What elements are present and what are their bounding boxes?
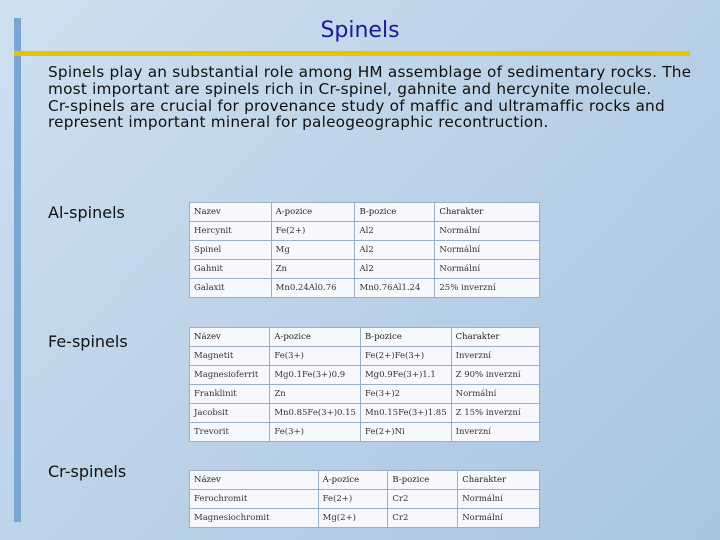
table-cell: Normální xyxy=(451,385,539,404)
table-cell: Galaxit xyxy=(190,279,272,298)
table-header-row xyxy=(190,471,540,490)
table-cell: Magnetit xyxy=(190,347,270,366)
table-cell: Mg0.1Fe(3+)0.9 xyxy=(270,366,361,385)
table-cell: Trevorit xyxy=(190,423,270,442)
intro-text xyxy=(48,64,708,131)
intro-paragraph-2: Cr-spinels are crucial for provenance study of maffic and ultramaffic rocks and represent important mineral for paleogeographic recontruction. xyxy=(48,96,665,132)
header-cell: Název xyxy=(190,328,270,347)
table-cell: Mn0.85Fe(3+)0.15 xyxy=(270,404,361,423)
table-cell: Magnesioferrit xyxy=(190,366,270,385)
header-cell: Charakter xyxy=(435,203,540,222)
table-cell: Normální xyxy=(435,260,540,279)
table-cell: Fe(2+) xyxy=(271,222,355,241)
table-cell: Z 15% inverzní xyxy=(451,404,539,423)
table-cell: Mn0.15Fe(3+)1.85 xyxy=(360,404,451,423)
table-row xyxy=(190,490,540,509)
header-cell: B-pozice xyxy=(388,471,458,490)
table-row xyxy=(190,347,540,366)
table-cell: Gahnit xyxy=(190,260,272,279)
table-cell: Fe(2+)Ni xyxy=(360,423,451,442)
table-cell: Mg xyxy=(271,241,355,260)
table-cell: Inverzní xyxy=(451,423,539,442)
table-cell: Normální xyxy=(435,222,540,241)
header-cell: A-pozice xyxy=(318,471,388,490)
cr-spinels-table xyxy=(189,470,540,528)
table-cell: Mg0.9Fe(3+)1.1 xyxy=(360,366,451,385)
table-cell: Mn0.76Al1.24 xyxy=(355,279,435,298)
table-cell: Spinel xyxy=(190,241,272,260)
table-cell: Zn xyxy=(271,260,355,279)
section-label-cr-spinels: Cr-spinels xyxy=(48,462,127,481)
left-accent-bar xyxy=(14,18,21,522)
table-row xyxy=(190,366,540,385)
table-cell: Jacobsit xyxy=(190,404,270,423)
header-cell: Nazev xyxy=(190,203,272,222)
table-row xyxy=(190,404,540,423)
table-cell: Al2 xyxy=(355,241,435,260)
table-cell: Al2 xyxy=(355,222,435,241)
table-cell: Al2 xyxy=(355,260,435,279)
slide-title: Spinels xyxy=(320,18,400,43)
header-cell: Název xyxy=(190,471,319,490)
fe-spinels-table xyxy=(189,327,540,442)
header-cell: A-pozice xyxy=(270,328,361,347)
header-cell: B-pozice xyxy=(355,203,435,222)
table-cell: 25% inverzní xyxy=(435,279,540,298)
table-cell: Franklinit xyxy=(190,385,270,404)
table-cell: Cr2 xyxy=(388,509,458,528)
table-cell: Mg(2+) xyxy=(318,509,388,528)
table-cell: Mn0.24Al0.76 xyxy=(271,279,355,298)
table-row xyxy=(190,385,540,404)
header-cell: Charakter xyxy=(458,471,540,490)
table-row xyxy=(190,279,540,298)
table-header-row xyxy=(190,328,540,347)
header-cell: A-pozice xyxy=(271,203,355,222)
table-cell: Fe(2+) xyxy=(318,490,388,509)
table-cell: Ferochromit xyxy=(190,490,319,509)
table-cell: Fe(3+) xyxy=(270,423,361,442)
table-cell: Fe(3+)2 xyxy=(360,385,451,404)
title-underline-bar xyxy=(14,51,690,56)
table-row xyxy=(190,509,540,528)
table-row xyxy=(190,423,540,442)
intro-paragraph-1: Spinels play an substantial role among HM assemblage of sedimentary rocks. The most important are spinels rich in Cr-spinel, gahnite and hercynite molecule. xyxy=(48,63,692,98)
table-row xyxy=(190,260,540,279)
al-spinels-table xyxy=(189,202,540,298)
header-cell: B-pozice xyxy=(360,328,451,347)
table-cell: Hercynit xyxy=(190,222,272,241)
table-row xyxy=(190,241,540,260)
section-label-fe-spinels: Fe-spinels xyxy=(48,332,128,351)
table-cell: Z 90% inverzní xyxy=(451,366,539,385)
header-cell: Charakter xyxy=(451,328,539,347)
table-cell: Fe(3+) xyxy=(270,347,361,366)
table-cell: Inverzní xyxy=(451,347,539,366)
table-header-row xyxy=(190,203,540,222)
table-cell: Normální xyxy=(435,241,540,260)
table-cell: Normální xyxy=(458,490,540,509)
section-label-al-spinels: Al-spinels xyxy=(48,203,125,222)
table-cell: Magnesiochromit xyxy=(190,509,319,528)
table-cell: Normální xyxy=(458,509,540,528)
table-cell: Zn xyxy=(270,385,361,404)
table-cell: Cr2 xyxy=(388,490,458,509)
table-row xyxy=(190,222,540,241)
table-cell: Fe(2+)Fe(3+) xyxy=(360,347,451,366)
